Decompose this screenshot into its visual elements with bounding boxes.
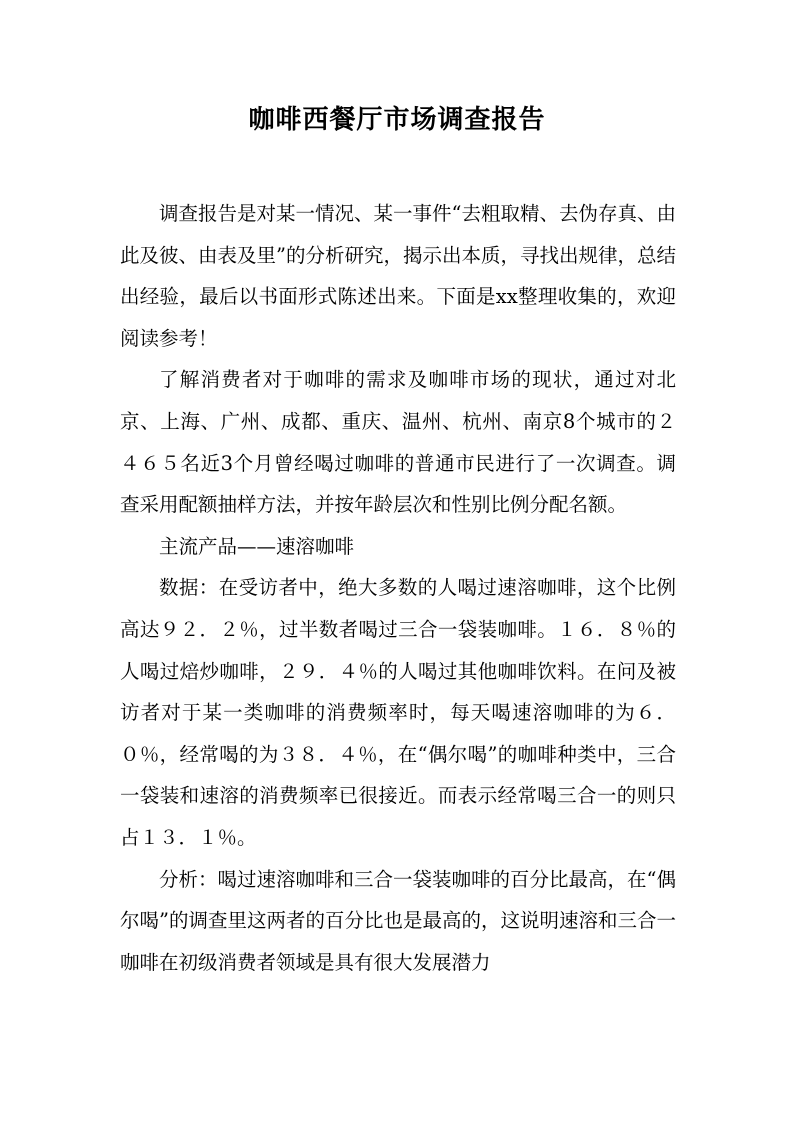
document-body — [120, 193, 676, 983]
document-title: 咖啡西餐厅市场调查报告 — [248, 105, 546, 135]
paragraph-data: 数据：在受访者中，绝大多数的人喝过速溶咖啡，这个比例高达９２．２％，过半数者喝过三合一袋装咖啡。１６．８％的人喝过焙炒咖啡，２９．４％的人喝过其他咖啡饮料。在问及被访者对于某一类咖啡的消费频率时，每天喝速溶咖啡的为６．０％，经常喝的为３８．４％，在“偶尔喝”的咖啡种类中，三合一袋装和速溶的消费频率已很接近。而表示经常喝三合一的则只占１３．１％。 — [120, 576, 676, 849]
paragraph-analysis: 分析：喝过速溶咖啡和三合一袋装咖啡的百分比最高，在“偶尔喝”的调查里这两者的百分比也是最高的，这说明速溶和三合一咖啡在初级消费者领域是具有很大发展潜力 — [120, 867, 676, 974]
section-heading-instant-coffee: 主流产品——速溶咖啡 — [159, 534, 355, 558]
paragraph-survey-overview: 了解消费者对于咖啡的需求及咖啡市场的现状，通过对北京、上海、广州、成都、重庆、温州、杭州、南京8个城市的２４６５名近3个月曾经喝过咖啡的普通市民进行了一次调查。调查采用配额抽样方法，并按年龄层次和性别比例分配名额。 — [120, 368, 676, 517]
paragraph-intro: 调查报告是对某一情况、某一事件“去粗取精、去伪存真、由此及彼、由表及里”的分析研究，揭示出本质，寻找出规律，总结出经验，最后以书面形式陈述出来。下面是xx整理收集的，欢迎阅读参考！ — [120, 202, 676, 350]
